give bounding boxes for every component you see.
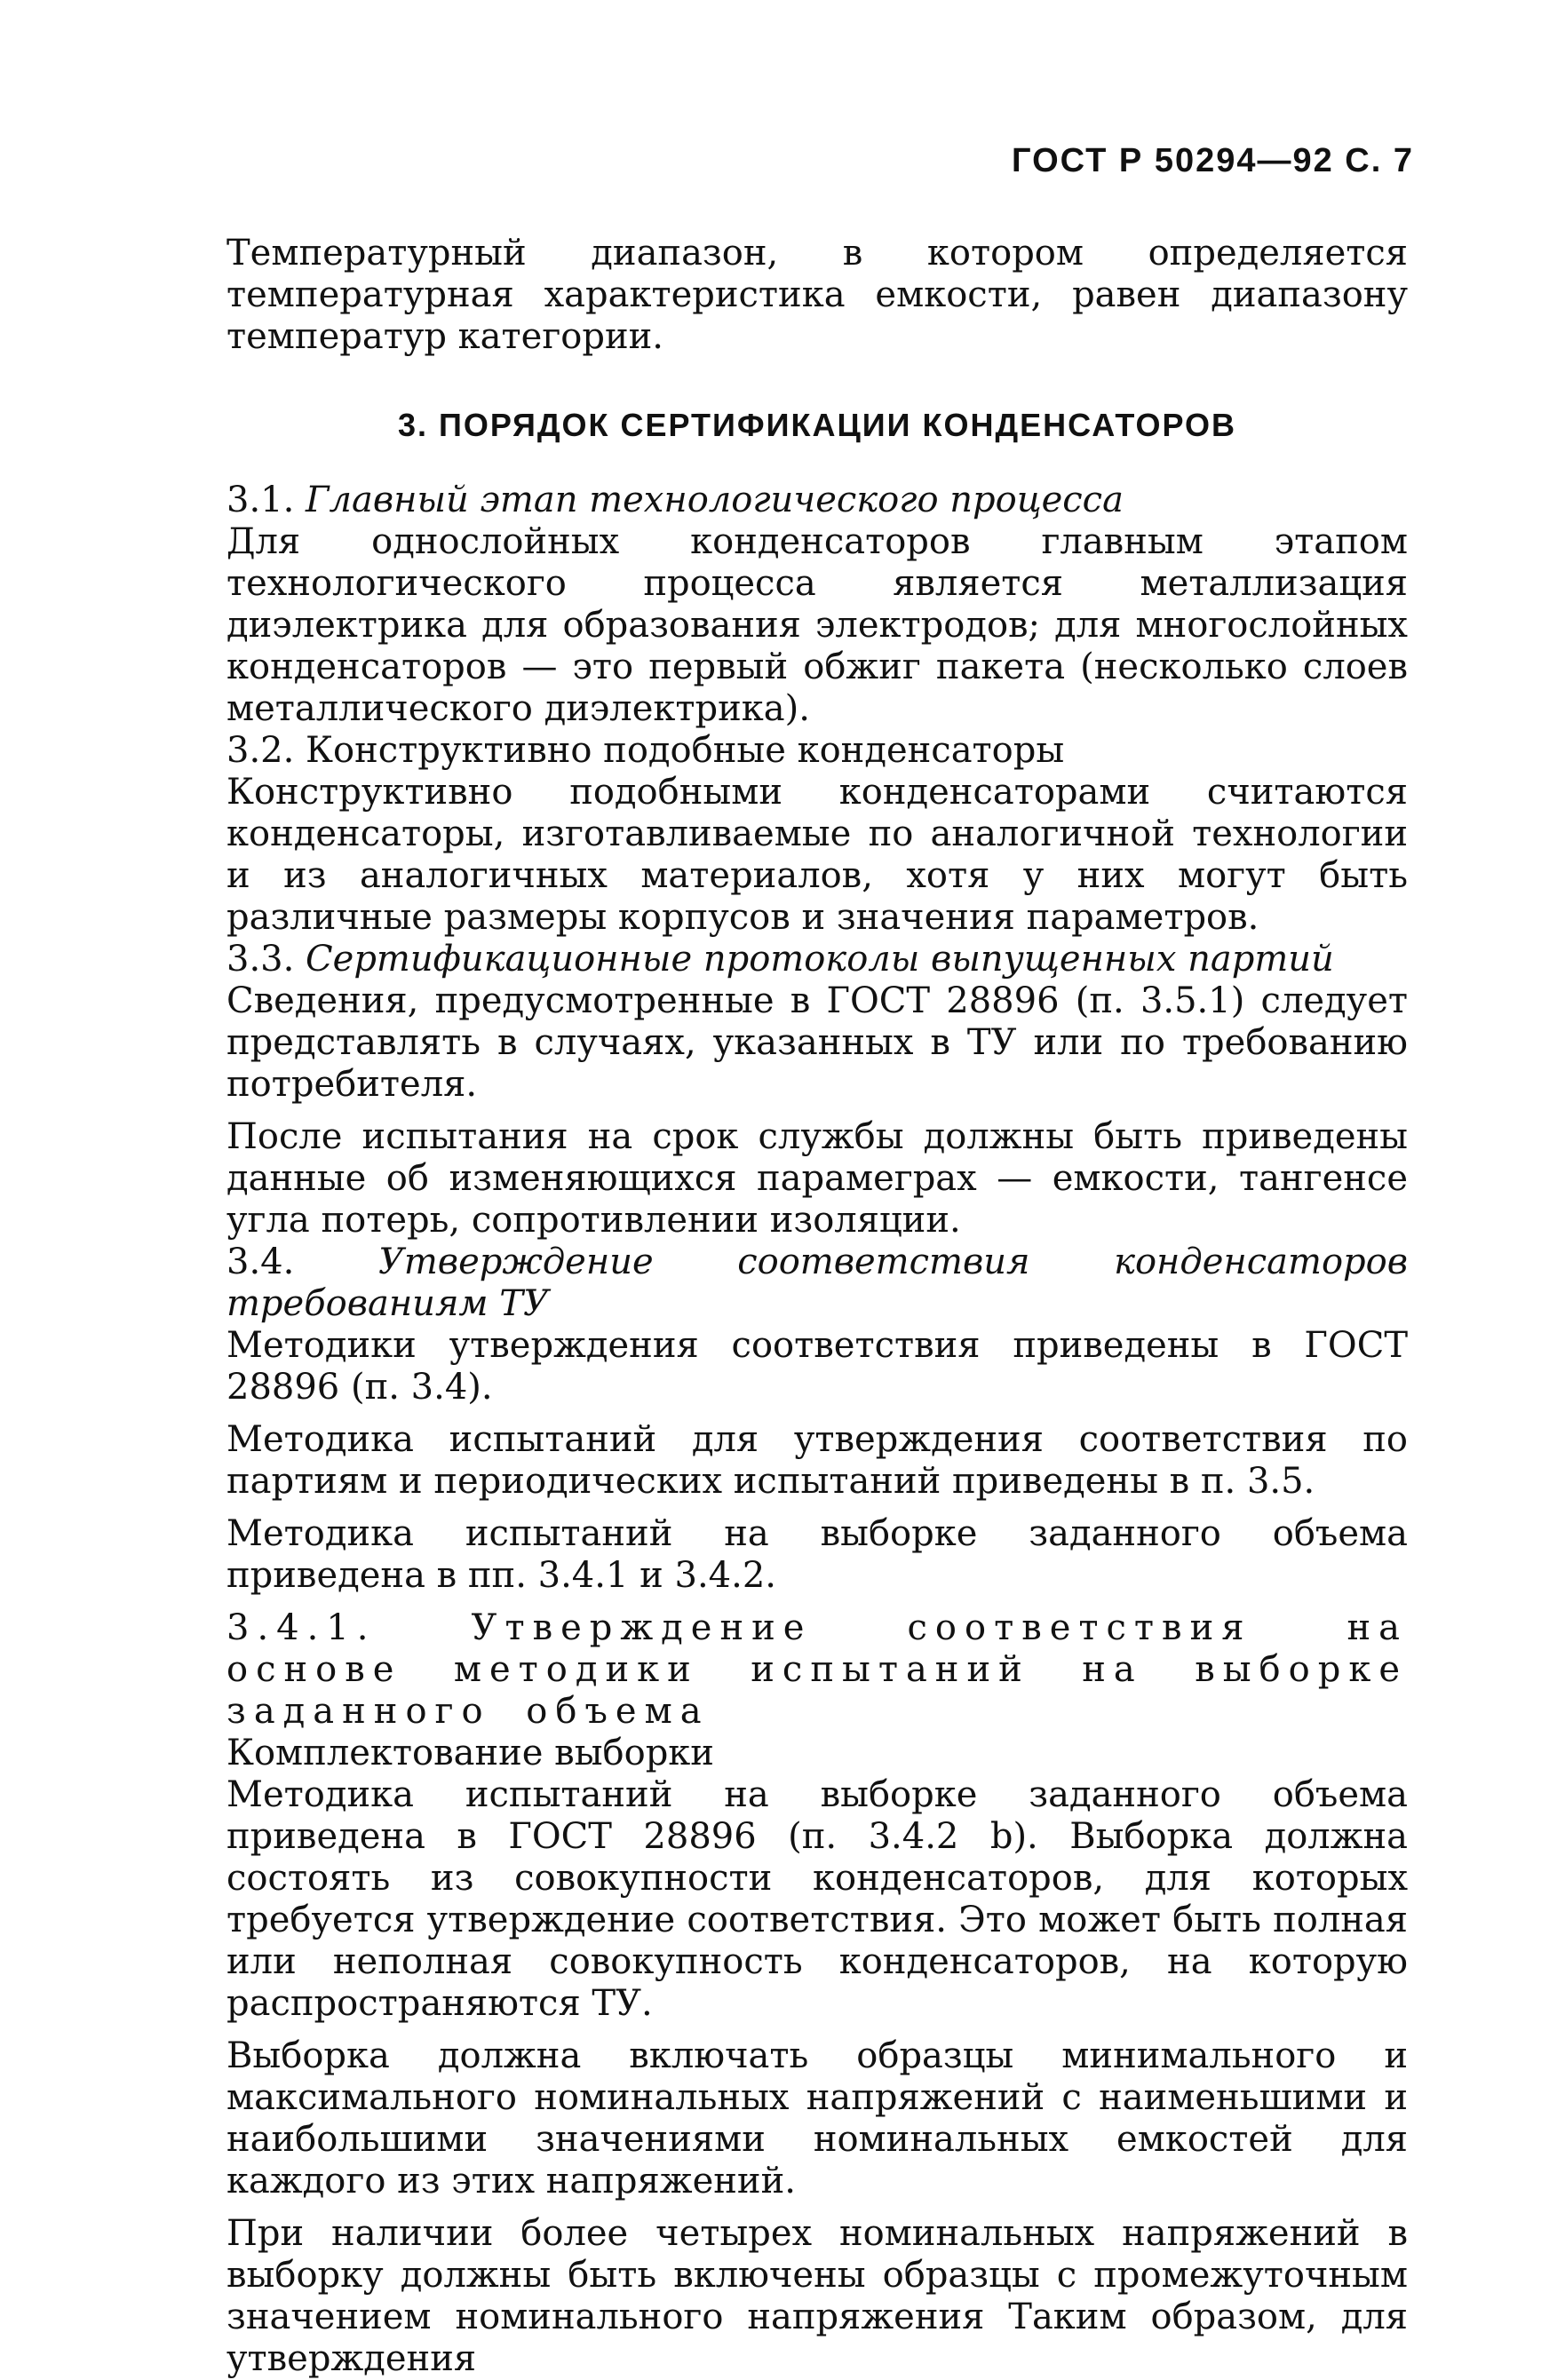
clause-3-1-text: Для однослойных конденсаторов главным этапом технологического процесса является металлизация диэлектрика для образования электродов; для многослойных конденсаторов — это первый обжиг пакета (несколько слоев металлического диэлектрика). <box>226 521 1408 729</box>
document-body <box>226 233 1408 2380</box>
clause-title: Утверждение соответствия конденсаторов требованиям ТУ <box>226 1242 1408 1324</box>
clause-number: 3.3. <box>226 939 295 980</box>
clause-number: 3.1. <box>226 480 295 520</box>
clause-3-4-text-3: Методика испытаний на выборке заданного объема приведена в пп. 3.4.1 и 3.4.2. <box>226 1513 1408 1596</box>
clause-3-4-heading <box>226 1242 1408 1325</box>
intro-paragraph: Температурный диапазон, в котором определяется температурная характеристика емкости, равен диапазону температур категории. <box>226 233 1408 357</box>
clause-3-4-1-heading <box>226 1607 1408 1733</box>
section-title: 3. ПОРЯДОК СЕРТИФИКАЦИИ КОНДЕНСАТОРОВ <box>397 407 1237 443</box>
clause-title: Главный этап технологического процесса <box>306 480 1124 520</box>
clause-3-1-heading <box>226 480 1408 521</box>
clause-3-3-text-1: Сведения, предусмотренные в ГОСТ 28896 (п. 3.5.1) следует представлять в случаях, указанных в ТУ или по требованию потребителя. <box>226 980 1408 1105</box>
clause-3-4-1-text-2: Выборка должна включать образцы минимального и максимального номинальных напряжений с наименьшими и наибольшими значениями номинальных емкостей для каждого из этих напряжений. <box>226 2035 1408 2202</box>
clause-title: Сертификационные протоколы выпущенных партий <box>306 939 1334 980</box>
clause-3-4-text-1: Методики утверждения соответствия приведены в ГОСТ 28896 (п. 3.4). <box>226 1325 1408 1408</box>
clause-3-4-1-subtitle: Комплектование выборки <box>226 1733 714 1773</box>
clause-number: 3.4. <box>226 1242 295 1282</box>
clause-3-3-heading <box>226 939 1408 980</box>
page-header: ГОСТ Р 50294—92 С. 7 <box>1012 142 1414 179</box>
clause-3-2-heading <box>226 730 1408 772</box>
clause-title: Утверждение соответствия на основе методики испытаний на выборке заданного объема <box>226 1607 1409 1732</box>
clause-3-4-1-text-3: При наличии более четырех номинальных напряжений в выборку должны быть включены образцы с промежуточным значением номинального напряжения Таким образом, для утверждения <box>226 2213 1408 2379</box>
clause-number: 3.4.1. <box>226 1607 377 1648</box>
clause-3-2-text: Конструктивно подобными конденсаторами считаются конденсаторы, изготавливаемые по аналогичной технологии и из аналогичных материалов, хотя у них могут быть различные размеры корпусов и значения параметров. <box>226 772 1408 938</box>
clause-3-4-text-2: Методика испытаний для утверждения соответствия по партиям и периодических испытаний приведены в п. 3.5. <box>226 1419 1408 1502</box>
clause-title: Конструктивно подобные конденсаторы <box>306 730 1065 771</box>
clause-3-3-text-2: После испытания на срок службы должны быть приведены данные об изменяющихся парамеграх — емкости, тангенсе угла потерь, сопротивлении изоляции. <box>226 1116 1408 1241</box>
clause-3-4-1-text-1: Методика испытаний на выборке заданного объема приведена в ГОСТ 28896 (п. 3.4.2 b). Выборка должна состоять из совокупности конденсаторов, для которых требуется утверждение соответствия. Это может быть полная или неполная совокупность конденсаторов, на которую распространяются ТУ. <box>226 1774 1408 2024</box>
clause-number: 3.2. <box>226 730 295 771</box>
